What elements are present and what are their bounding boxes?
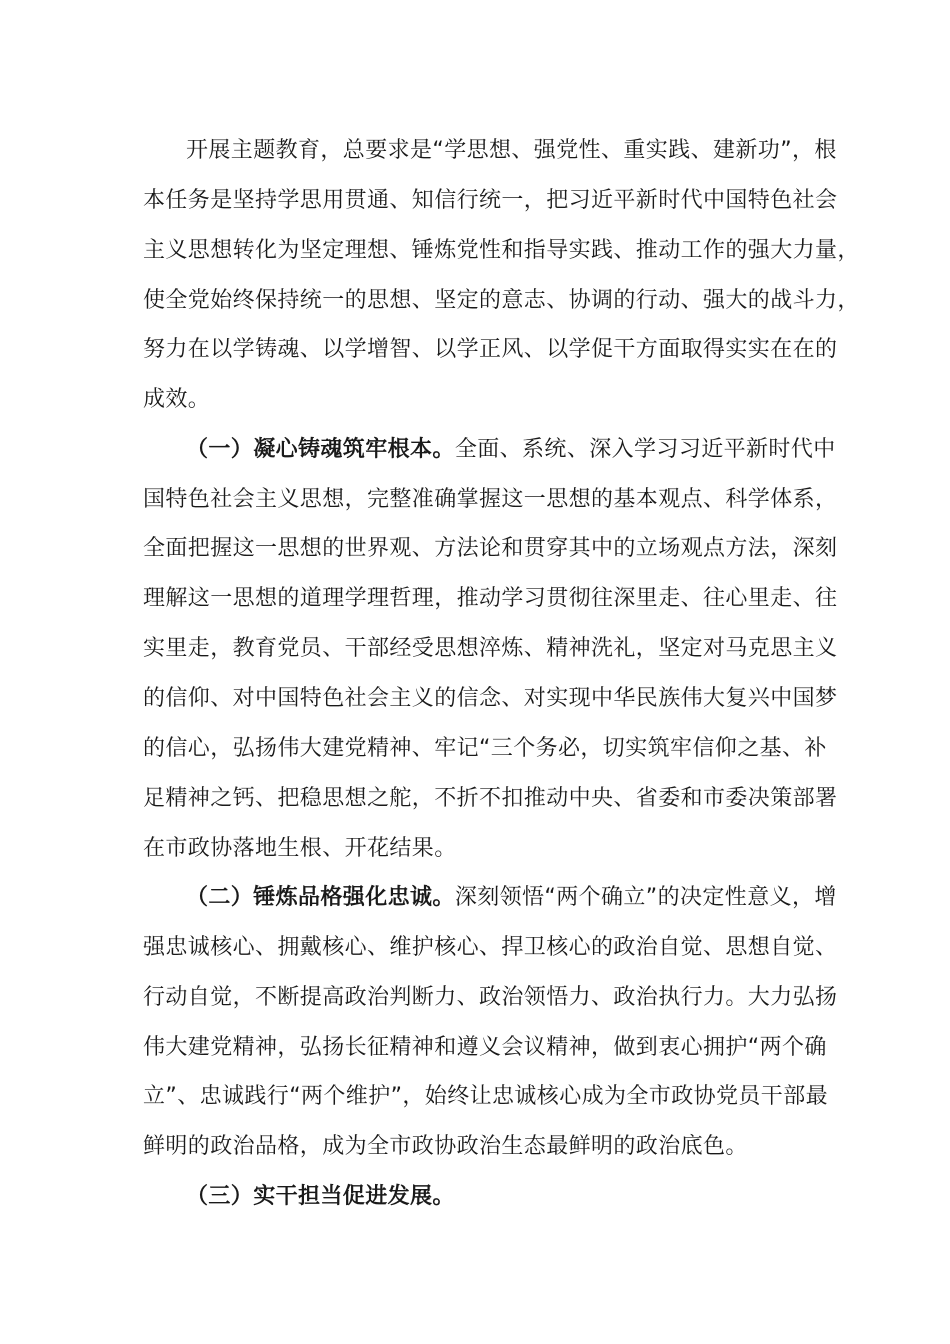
paragraph-line: 伟大建党精神，弘扬长征精神和遵义会议精神，做到衷心拥护“两个确 <box>143 1035 827 1060</box>
paragraph-line: 国特色社会主义思想，完整准确掌握这一思想的基本观点、科学体系， <box>143 487 838 512</box>
paragraph-line: 开展主题教育，总要求是“学思想、强党性、重实践、建新功”，根 <box>186 138 837 163</box>
paragraph-line: 全面把握这一思想的世界观、方法论和贯穿其中的立场观点方法，深刻 <box>143 536 838 561</box>
paragraph-line: 实里走，教育党员、干部经受思想淬炼、精神洗礼，坚定对马克思主义 <box>143 636 838 661</box>
section-2-first-line <box>186 883 886 913</box>
paragraph-line: 的信心，弘扬伟大建党精神、牢记“三个务必，切实筑牢信仰之基、补 <box>143 736 827 761</box>
section-1-first-line <box>186 435 886 465</box>
paragraph-line: 鲜明的政治品格，成为全市政协政治生态最鲜明的政治底色。 <box>143 1134 748 1159</box>
paragraph-line: 理解这一思想的道理学理哲理，推动学习贯彻往深里走、往心里走、往 <box>143 586 838 611</box>
section-heading: （一）凝心铸魂筑牢根本。 <box>186 437 455 462</box>
paragraph-line: 主义思想转化为坚定理想、锤炼党性和指导实践、推动工作的强大力量， <box>143 238 860 263</box>
section-heading: （二）锤炼品格强化忠诚。 <box>186 885 455 910</box>
paragraph-line: 强忠诚核心、拥戴核心、维护核心、捍卫核心的政治自觉、思想自觉、 <box>143 935 838 960</box>
paragraph-line: 行动自觉，不断提高政治判断力、政治领悟力、政治执行力。大力弘扬 <box>143 985 838 1010</box>
section-text: 深刻领悟“两个确立”的决定性意义，增 <box>454 885 837 910</box>
paragraph-line: 在市政协落地生根、开花结果。 <box>143 836 457 861</box>
section-text: 全面、系统、深入学习习近平新时代中 <box>454 437 836 462</box>
paragraph-line: 努力在以学铸魂、以学增智、以学正风、以学促干方面取得实实在在的 <box>143 337 838 362</box>
paragraph-line: 足精神之钙、把稳思想之舵，不折不扣推动中央、省委和市委决策部署 <box>143 786 838 811</box>
paragraph-line: 成效。 <box>143 387 211 412</box>
paragraph-line: 本任务是坚持学思用贯通、知信行统一，把习近平新时代中国特色社会 <box>143 188 838 213</box>
paragraph-line: 使全党始终保持统一的思想、坚定的意志、协调的行动、强大的战斗力， <box>143 288 860 313</box>
section-heading: （三）实干担当促进发展。 <box>186 1184 455 1209</box>
paragraph-line: 立”、忠诚践行“两个维护”，始终让忠诚核心成为全市政协党员干部最 <box>143 1084 828 1109</box>
paragraph-line: 的信仰、对中国特色社会主义的信念、对实现中华民族伟大复兴中国梦 <box>143 686 838 711</box>
